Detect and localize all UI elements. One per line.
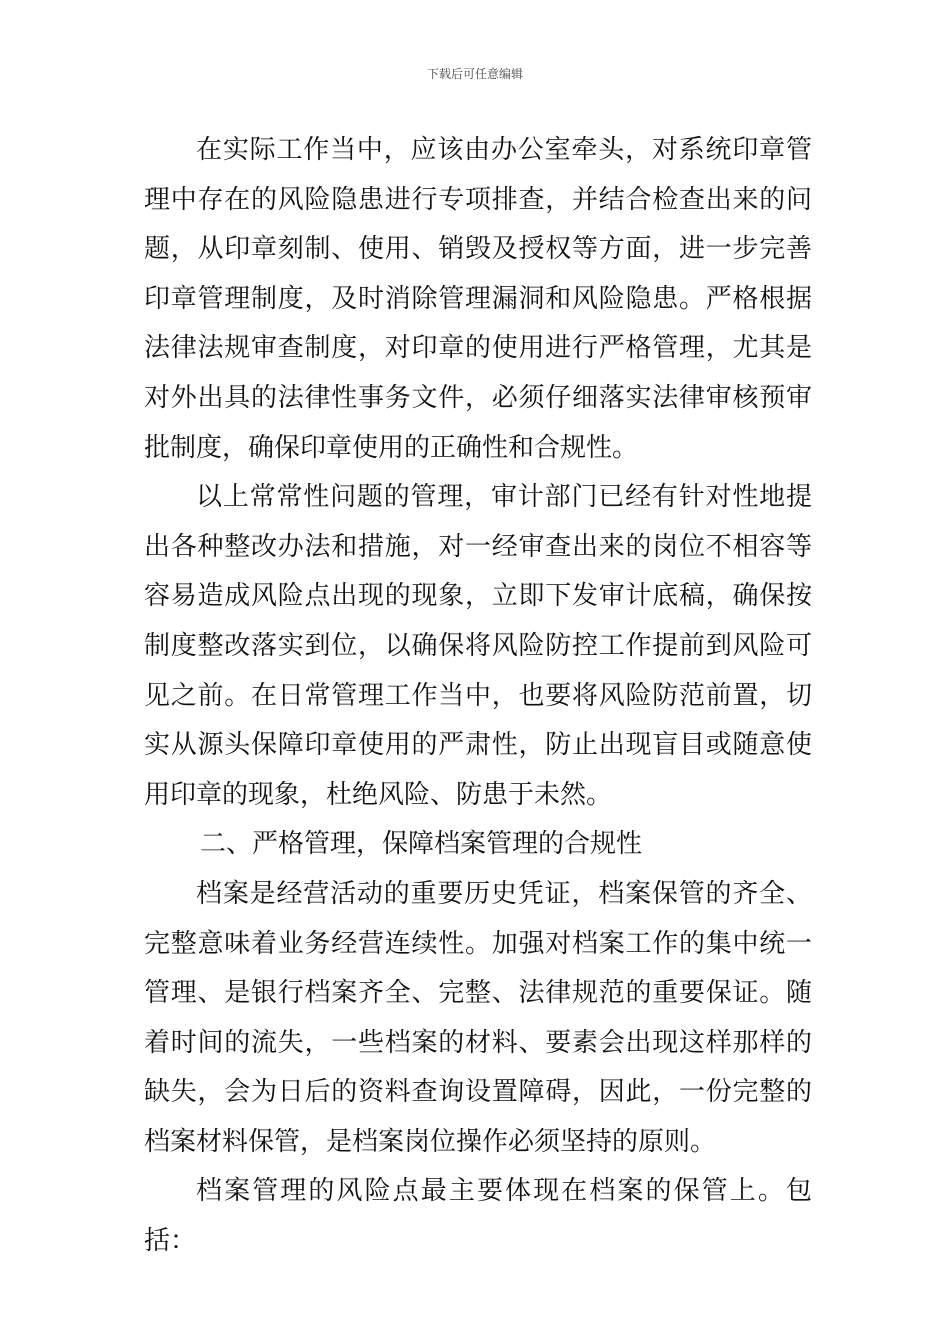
paragraph-audit-rectification: 以上常常性问题的管理，审计部门已经有针对性地提出各种整改办法和措施，对一经审查出来的岗位不相容等容易造成风险点出现的现象，立即下发审计底稿，确保按制度整改落实到位，以确保将风险防控工作提前到风险可见之前。在日常管理工作当中，也要将风险防范前置，切实从源头保障印章使用的严肃性，防止出现盲目或随意使用印章的现象，杜绝风险、防患于未然。 [144,482,812,810]
paragraph-archive-importance: 档案是经营活动的重要历史凭证，档案保管的齐全、完整意味着业务经营连续性。加强对档案工作的集中统一管理、是银行档案齐全、完整、法律规范的重要保证。随着时间的流失，一些档案的材料、要素会出现这样那样的缺失，会为日后的资料查询设置障碍，因此，一份完整的档案材料保管，是档案岗位操作必须坚持的原则。 [144,878,812,1157]
section-heading: 二、严格管理，保障档案管理的合规性 [200,829,643,860]
paragraph-seal-management: 在实际工作当中，应该由办公室牵头，对系统印章管理中存在的风险隐患进行专项排查，并结合检查出来的问题，从印章刻制、使用、销毁及授权等方面，进一步完善印章管理制度，及时消除管理漏洞和风险隐患。严格根据法律法规审查制度，对印章的使用进行严格管理，尤其是对外出具的法律性事务文件，必须仔细落实法律审核预审批制度，确保印章使用的正确性和合规性。 [144,135,812,463]
paragraph-archive-risk: 档案管理的风险点最主要体现在档案的保管上。包括： [144,1176,812,1257]
page-header-note: 下载后可任意编辑 [426,67,523,81]
document-body [144,126,812,1267]
